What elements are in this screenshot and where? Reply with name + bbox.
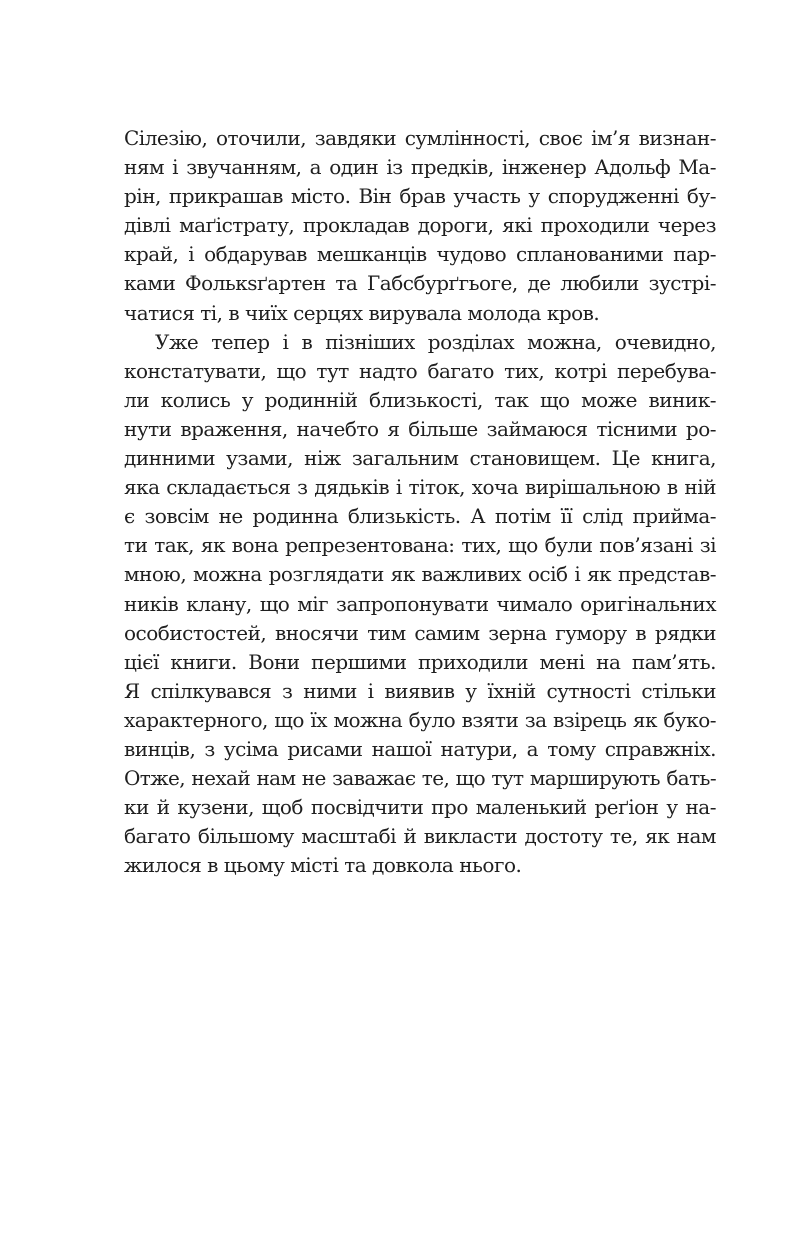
text-line: мною, можна розглядати як важливих осіб і як представ-: [124, 562, 716, 587]
text-line: рін, прикрашав місто. Він брав участь у спорудженні бу-: [124, 184, 716, 209]
text-line: Отже, нехай нам не заважає те, що тут марширують бать-: [124, 766, 716, 791]
text-line: ти так, як вона репрезентована: тих, що були пов’язані зі: [124, 533, 716, 558]
paragraph-2: [124, 328, 716, 881]
text-line: чатися ті, в чиїх серцях вирувала молода кров.: [124, 300, 600, 325]
text-line: ки й кузени, щоб посвідчити про маленький реґіон у на-: [124, 795, 716, 820]
text-line: констатувати, що тут надто багато тих, котрі перебува-: [124, 358, 716, 383]
text-line: особистостей, вносячи тим самим зерна гумору в рядки: [124, 620, 716, 645]
text-line: дівлі маґістрату, прокладав дороги, які проходили через: [124, 213, 716, 238]
text-line: Я спілкувався з ними і виявив у їхній сутності стільки: [124, 678, 716, 703]
text-line: ням і звучанням, а один із предків, інженер Адольф Ма-: [124, 155, 716, 180]
text-line: ників клану, що міг запропонувати чимало оригінальних: [124, 591, 716, 616]
text-line: винців, з усіма рисами нашої натури, а тому справжніх.: [124, 736, 716, 761]
text-line: ками Фолькsґартен та Габсбурґгьоге, де любили зустрі-: [124, 271, 716, 296]
text-line: жилося в цьому місті та довкола нього.: [124, 853, 522, 878]
paragraph-1: [124, 124, 716, 328]
text-line: динними узами, ніж загальним становищем. Це книга,: [124, 446, 716, 471]
text-line: ли колись у родинній близькості, так що може виник-: [124, 387, 716, 412]
text-line: край, і обдарував мешканців чудово спланованими пар-: [124, 242, 716, 267]
text-line: характерного, що їх можна було взяти за взірець як буко-: [124, 707, 716, 732]
text-line: Сілезію, оточили, завдяки сумлінності, своє ім’я визнан-: [124, 126, 716, 150]
text-line: нути враження, начебто я більше займаюся тісними ро-: [124, 416, 716, 441]
text-line: Уже тепер і в пізніших розділах можна, очевидно,: [155, 329, 716, 354]
body-text: [124, 124, 716, 880]
text-line: яка складається з дядьків і тіток, хоча вирішальною в ній: [124, 475, 716, 500]
text-line: є зовсім не родинна близькість. А потім її слід прийма-: [124, 504, 716, 529]
text-line: багато більшому масштабі й викласти достоту те, як нам: [124, 824, 716, 849]
text-line: цієї книги. Вони першими приходили мені на пам’ять.: [124, 649, 716, 674]
